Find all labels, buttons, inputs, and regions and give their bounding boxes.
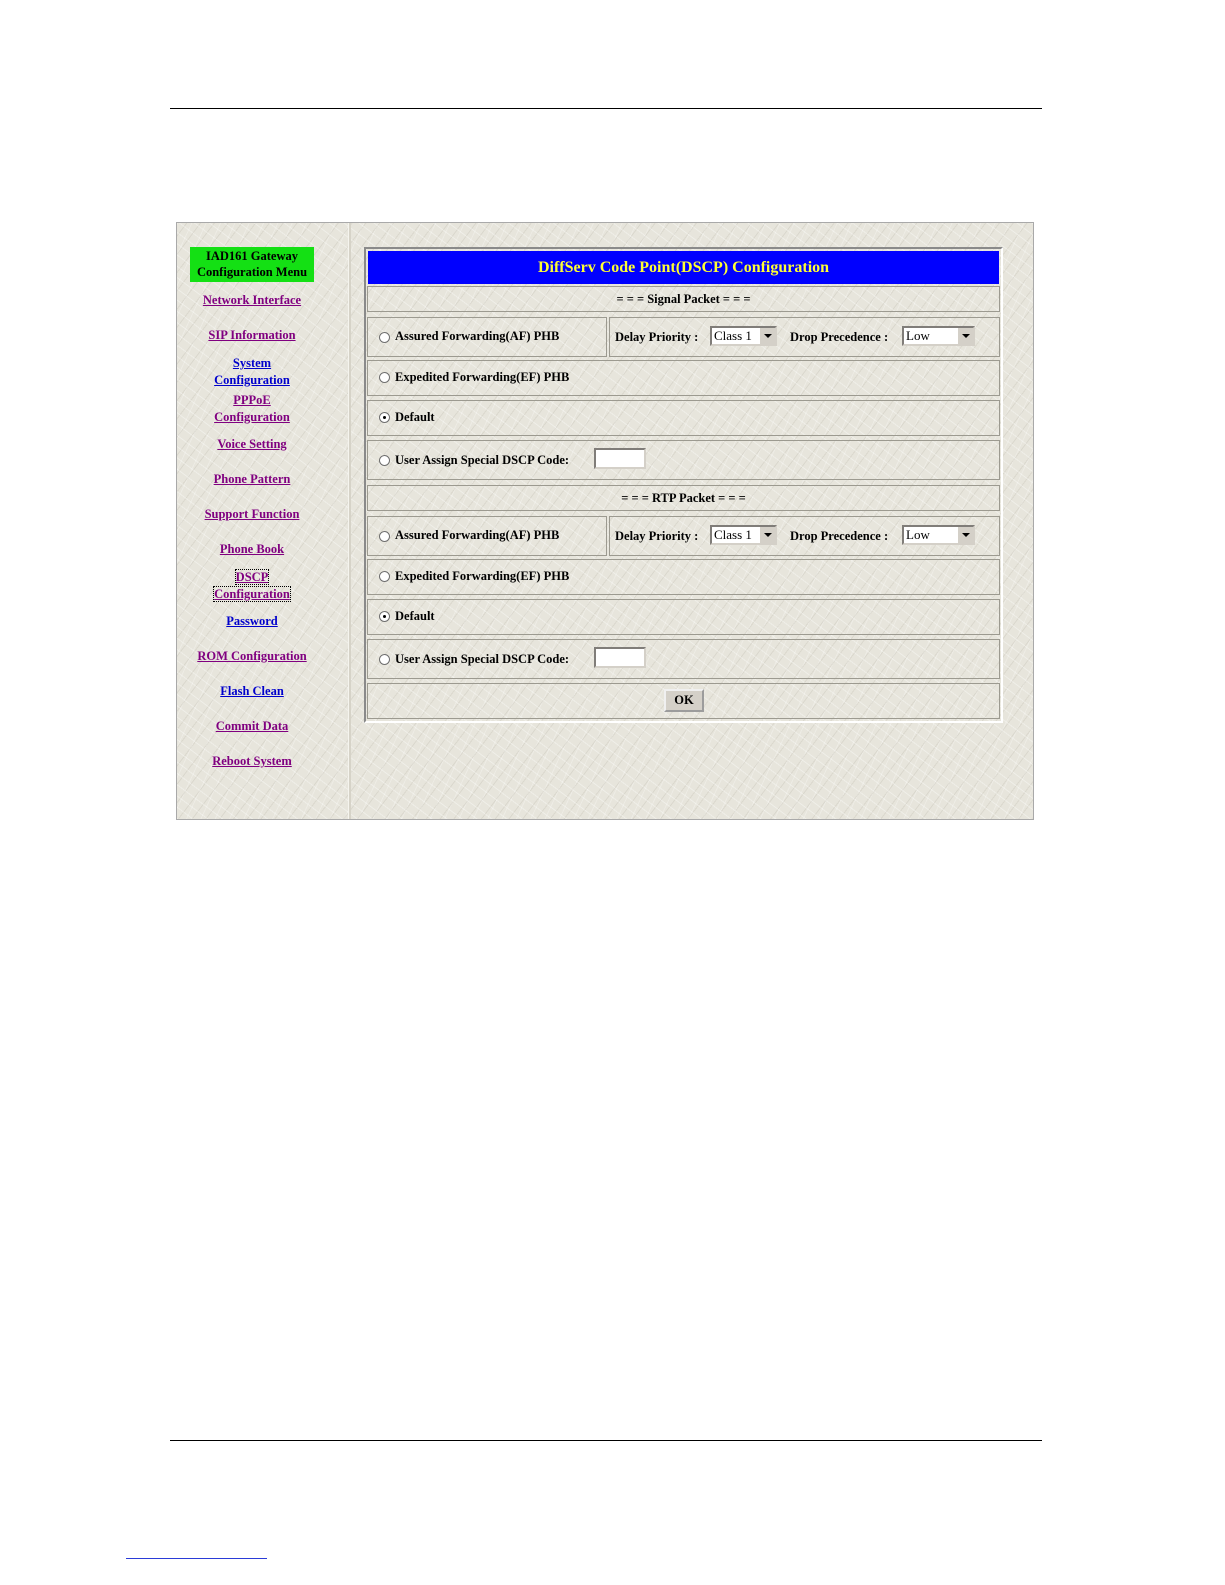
nav-voice-setting[interactable]	[177, 436, 327, 453]
signal-ef-radio[interactable]	[379, 372, 390, 383]
signal-dscp-code-input[interactable]	[594, 448, 646, 469]
signal-packet-heading: = = = Signal Packet = = =	[367, 286, 1000, 312]
nav-system-configuration[interactable]	[177, 355, 327, 388]
nav-label: Voice Setting	[217, 437, 287, 451]
chevron-down-icon	[957, 328, 973, 344]
signal-user-assign-cell	[367, 440, 1000, 480]
rtp-user-assign-radio[interactable]	[379, 654, 390, 665]
nav-pppoe-configuration[interactable]	[177, 392, 327, 425]
rtp-user-assign-label: User Assign Special DSCP Code:	[395, 652, 570, 666]
nav-label: Phone Book	[219, 542, 285, 556]
signal-user-assign-radio[interactable]	[379, 455, 390, 466]
nav-password[interactable]	[177, 613, 327, 630]
footnote-rule	[126, 1558, 267, 1559]
signal-delay-priority-label: Delay Priority :	[615, 330, 699, 344]
nav-commit-data[interactable]	[177, 718, 327, 735]
select-value: Class 1	[714, 527, 752, 542]
ok-button[interactable]: OK	[664, 689, 704, 712]
frame-divider	[348, 223, 351, 820]
nav-dscp-configuration[interactable]	[177, 569, 327, 602]
rtp-af-label: Assured Forwarding(AF) PHB	[395, 528, 560, 542]
signal-af-options-cell	[609, 317, 1000, 357]
nav-phone-book[interactable]	[177, 541, 327, 558]
signal-default-label: Default	[395, 410, 435, 424]
select-value: Class 1	[714, 328, 752, 343]
signal-delay-priority-select[interactable]	[710, 326, 777, 346]
signal-drop-precedence-select[interactable]	[902, 326, 975, 346]
rtp-dscp-code-input[interactable]	[594, 647, 646, 668]
nav-network-interface[interactable]	[177, 292, 327, 309]
rtp-default-label: Default	[395, 609, 435, 623]
rtp-drop-precedence-label: Drop Precedence :	[790, 529, 889, 543]
nav-label: Configuration	[214, 409, 290, 424]
signal-default-radio[interactable]	[379, 412, 390, 423]
rtp-delay-priority-select[interactable]	[710, 525, 777, 545]
nav-label: Flash Clean	[220, 684, 284, 698]
nav-support-function[interactable]	[177, 506, 327, 523]
nav-label: DSCP	[235, 570, 269, 584]
nav-label: Configuration	[214, 372, 290, 387]
nav-label: SIP Information	[208, 328, 296, 342]
select-value: Low	[906, 527, 930, 542]
menu-title-line1: IAD161 Gateway	[205, 249, 298, 263]
nav-label: Phone Pattern	[213, 472, 291, 486]
rtp-user-assign-cell	[367, 639, 1000, 679]
nav-phone-pattern[interactable]	[177, 471, 327, 488]
browser-content	[176, 222, 1034, 820]
dscp-config-panel	[364, 247, 1003, 723]
footer-rule	[170, 1440, 1042, 1441]
rtp-default-cell	[367, 599, 1000, 635]
signal-ef-label: Expedited Forwarding(EF) PHB	[395, 370, 570, 384]
rtp-packet-heading: = = = RTP Packet = = =	[367, 485, 1000, 511]
nav-sip-information[interactable]	[177, 327, 327, 344]
signal-drop-precedence-label: Drop Precedence :	[790, 330, 889, 344]
rtp-ef-label: Expedited Forwarding(EF) PHB	[395, 569, 570, 583]
nav-reboot-system[interactable]	[177, 753, 327, 770]
rtp-ef-radio[interactable]	[379, 571, 390, 582]
nav-label: Password	[226, 614, 278, 628]
rtp-default-radio[interactable]	[379, 611, 390, 622]
nav-label: Reboot System	[212, 754, 292, 768]
page-title: DiffServ Code Point(DSCP) Configuration	[368, 251, 999, 284]
nav-label: Support Function	[204, 507, 300, 521]
menu-title-line2: Configuration Menu	[196, 265, 308, 279]
rtp-af-options-cell	[609, 516, 1000, 556]
signal-ef-cell	[367, 360, 1000, 396]
select-value: Low	[906, 328, 930, 343]
nav-rom-configuration[interactable]	[177, 648, 327, 665]
signal-af-label: Assured Forwarding(AF) PHB	[395, 329, 560, 343]
nav-label: Configuration	[214, 586, 290, 601]
rtp-delay-priority-label: Delay Priority :	[615, 529, 699, 543]
nav-label: Network Interface	[202, 293, 302, 307]
nav-label: Commit Data	[215, 719, 289, 733]
signal-default-cell	[367, 400, 1000, 436]
signal-user-assign-label: User Assign Special DSCP Code:	[395, 453, 570, 467]
rtp-af-cell	[367, 516, 607, 556]
signal-af-cell	[367, 317, 607, 357]
submit-cell	[367, 683, 1000, 719]
nav-label: PPPoE	[233, 393, 271, 407]
signal-af-radio[interactable]	[379, 332, 390, 343]
header-rule	[170, 108, 1042, 109]
nav-label: System	[232, 356, 272, 370]
nav-flash-clean[interactable]	[177, 683, 327, 700]
chevron-down-icon	[957, 527, 973, 543]
rtp-af-radio[interactable]	[379, 531, 390, 542]
chevron-down-icon	[759, 328, 775, 344]
rtp-ef-cell	[367, 559, 1000, 595]
nav-label: ROM Configuration	[197, 649, 307, 663]
rtp-drop-precedence-select[interactable]	[902, 525, 975, 545]
chevron-down-icon	[759, 527, 775, 543]
menu-title	[190, 247, 314, 282]
